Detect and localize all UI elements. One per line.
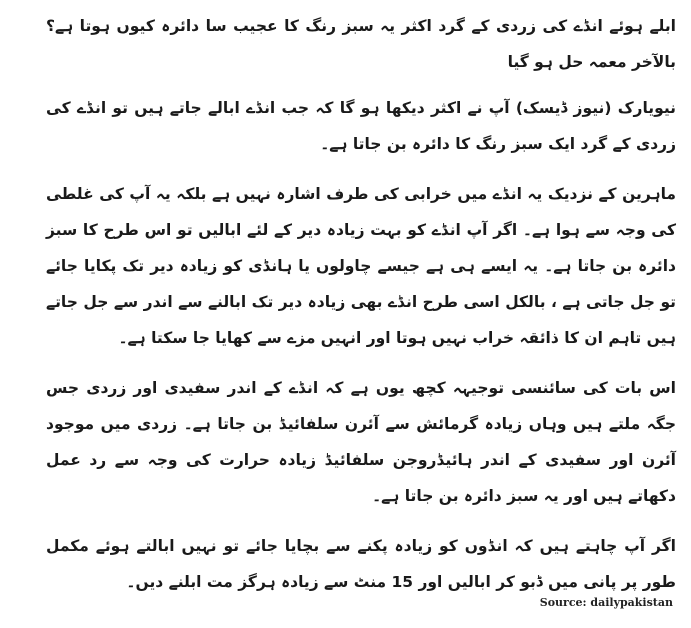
article-paragraph: اگر آپ چاہتے ہیں کہ انڈوں کو زیادہ پکنے سے بچایا جائے تو نہیں ابالتے ہوئے مکمل طور پر پانی میں ڈبو کر ابالیں اور 15 منٹ سے زیادہ ہرگز مت ابلنے دیں۔ [46,537,676,591]
article-body [46,8,676,614]
article-paragraph: نیویارک (نیوز ڈیسک) آپ نے اکثر دیکھا ہو گا کہ جب انڈے ابالے جاتے ہیں تو انڈے کی زردی کے گرد ایک سبز رنگ کا دائرہ بن جاتا ہے۔ [46,99,676,153]
article-paragraph: ماہرین کے نزدیک یہ انڈے میں خرابی کی طرف اشارہ نہیں ہے بلکہ یہ آپ کی غلطی کی وجہ سے ہوا ہے۔ اگر آپ انڈے کو بہت زیادہ دیر کے لئے ابالیں تو اس طرح کا سبز دائرہ بن جاتا ہے۔ یہ ایسے ہی ہے جیسے چاولوں یا ہانڈی کو زیادہ دیر تک پکایا جائے تو جل جاتی ہے ، بالکل اسی طرح انڈے بھی زیادہ دیر تک ابالنے سے اندر سے جل جاتے ہیں تاہم ان کا ذائقہ خراب نہیں ہوتا اور انہیں مزے سے کھایا جا سکتا ہے۔ [46,185,676,347]
article-paragraph: اس بات کی سائنسی توجیہہ کچھ یوں ہے کہ انڈے کے اندر سفیدی اور زردی جس جگہ ملتے ہیں وہاں زیادہ گرمائش سے آئرن سلفائیڈ بن جاتا ہے۔ زردی میں موجود آئرن اور سفیدی کے اندر ہائیڈروجن سلفائیڈ زیادہ حرارت کی وجہ سے رد عمل دکھاتے ہیں اور یہ سبز دائرہ بن جاتا ہے۔ [46,379,676,505]
source-credit: Source: dailypakistan [539,596,673,609]
article-headline-paragraph: ابلے ہوئے انڈے کی زردی کے گرد اکثر یہ سبز رنگ کا عجیب سا دائرہ کیوں ہوتا ہے؟ بالآخر معمہ حل ہو گیا [46,17,676,71]
